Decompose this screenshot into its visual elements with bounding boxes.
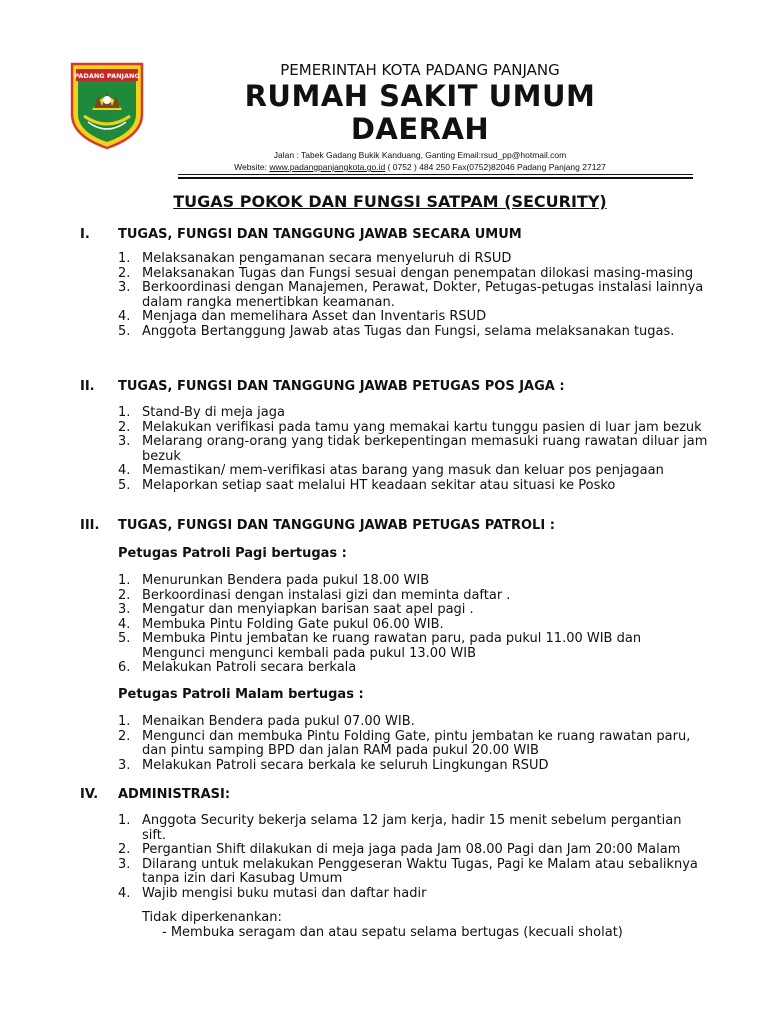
list-item bbox=[118, 574, 708, 589]
section-2-list bbox=[118, 406, 708, 493]
item-text: Melaporkan setiap saat melalui HT keadaan sekitar atau situasi ke Posko bbox=[142, 477, 616, 493]
list-item bbox=[118, 843, 708, 858]
list-item bbox=[118, 464, 708, 479]
list-item bbox=[118, 715, 708, 730]
list-item bbox=[118, 618, 708, 633]
night-patrol-list bbox=[118, 715, 708, 773]
item-number: 3. bbox=[118, 280, 131, 295]
hospital-name-line1: RUMAH SAKIT UMUM bbox=[244, 79, 596, 113]
government-name: PEMERINTAH KOTA PADANG PANJANG bbox=[280, 61, 560, 79]
list-item bbox=[118, 632, 708, 661]
item-text: Membuka Pintu Folding Gate pukul 06.00 WIB. bbox=[142, 616, 444, 632]
item-number: 3. bbox=[118, 856, 131, 872]
list-item bbox=[118, 814, 708, 843]
list-item bbox=[118, 435, 708, 464]
item-number: 3. bbox=[118, 602, 131, 617]
item-number: 1. bbox=[118, 573, 131, 588]
item-number: 4. bbox=[118, 309, 131, 324]
section-number: II. bbox=[80, 379, 95, 394]
item-text: Membuka Pintu jembatan ke ruang rawatan paru, pada pukul 11.00 WIB dan Mengunci mengunci kembali pada pukul 13.00 WIB bbox=[142, 631, 642, 661]
item-number: 3. bbox=[118, 757, 131, 773]
item-number: 1. bbox=[118, 251, 131, 266]
list-item bbox=[118, 858, 708, 887]
section-4-list bbox=[118, 814, 708, 901]
list-item bbox=[118, 887, 708, 902]
item-number: 2. bbox=[118, 419, 131, 435]
hospital-name bbox=[180, 80, 660, 146]
item-text: Anggota Bertanggung Jawab atas Tugas dan Fungsi, selama melaksanakan tugas. bbox=[142, 323, 675, 339]
item-number: 4. bbox=[118, 463, 131, 478]
section-title: ADMINISTRASI: bbox=[118, 787, 231, 802]
night-patrol-heading: Petugas Patroli Malam bertugas : bbox=[118, 687, 364, 702]
item-text: Dilarang untuk melakukan Penggeseran Waktu Tugas, Pagi ke Malam atau sebaliknya tanpa izin dari Kasubag Umum bbox=[142, 856, 698, 886]
item-text: Anggota Security bekerja selama 12 jam kerja, hadir 15 menit sebelum pergantian sift. bbox=[142, 813, 682, 843]
list-item bbox=[118, 325, 708, 340]
section-number: III. bbox=[80, 518, 100, 533]
section-title: TUGAS, FUNGSI DAN TANGGUNG JAWAB SECARA UMUM bbox=[118, 227, 522, 242]
item-text: Mengatur dan menyiapkan barisan saat apel pagi . bbox=[142, 602, 474, 617]
item-number: 1. bbox=[118, 714, 131, 729]
header-divider-thin bbox=[178, 174, 693, 175]
header-divider-thick bbox=[178, 177, 693, 179]
item-number: 5. bbox=[118, 477, 131, 493]
list-item bbox=[118, 589, 708, 604]
list-item bbox=[118, 759, 708, 774]
list-item bbox=[118, 479, 708, 494]
list-item bbox=[118, 252, 708, 267]
item-text: Stand-By di meja jaga bbox=[142, 405, 285, 420]
logo-banner-text: PADANG PANJANG bbox=[74, 72, 140, 80]
item-text: Mengunci dan membuka Pintu Folding Gate, pintu jembatan ke ruang rawatan paru, dan pintu samping BPD dan jalan RAM pada pukul 20.00 WIB bbox=[142, 728, 691, 758]
section-number: I. bbox=[80, 227, 90, 242]
item-text: Menaikan Bendera pada pukul 07.00 WIB. bbox=[142, 714, 415, 729]
item-text: Melakukan verifikasi pada tamu yang memakai kartu tunggu pasien di luar jam bezuk bbox=[142, 419, 702, 435]
hospital-address: Jalan : Tabek Gadang Bukik Kanduang, Ganting Email:rsud_pp@hotmail.com bbox=[273, 150, 567, 160]
document-title: TUGAS POKOK DAN FUNGSI SATPAM (SECURITY) bbox=[173, 192, 607, 211]
list-item bbox=[118, 310, 708, 325]
item-text: Berkoordinasi dengan instalasi gizi dan meminta daftar . bbox=[142, 587, 511, 603]
item-text: Melaksanakan pengamanan secara menyeluruh di RSUD bbox=[142, 251, 512, 266]
item-text: Berkoordinasi dengan Manajemen, Perawat, Dokter, Petugas-petugas instalasi lainnya dalam rangka menertibkan keamanan. bbox=[142, 280, 704, 310]
item-number: 5. bbox=[118, 323, 131, 339]
list-item bbox=[118, 281, 708, 310]
list-item bbox=[118, 406, 708, 421]
list-item bbox=[118, 603, 708, 618]
section-1-list bbox=[118, 252, 708, 339]
item-number: 1. bbox=[118, 813, 131, 828]
prohibited-heading: Tidak diperkenankan: bbox=[142, 910, 282, 925]
padang-panjang-coat-of-arms-logo bbox=[70, 62, 144, 150]
list-item bbox=[118, 267, 708, 282]
item-number: 4. bbox=[118, 616, 131, 632]
item-text: Melarang orang-orang yang tidak berkepentingan memasuki ruang rawatan diluar jam bezuk bbox=[142, 434, 708, 464]
item-text: Pergantian Shift dilakukan di meja jaga pada Jam 08.00 Pagi dan Jam 20:00 Malam bbox=[142, 842, 681, 857]
hospital-name-line2: DAERAH bbox=[350, 112, 490, 146]
morning-patrol-list bbox=[118, 574, 708, 676]
item-text: Wajib mengisi buku mutasi dan daftar hadir bbox=[142, 885, 427, 901]
section-number: IV. bbox=[80, 787, 99, 802]
item-number: 5. bbox=[118, 631, 131, 646]
item-text: Melakukan Patroli secara berkala bbox=[142, 660, 357, 675]
list-item bbox=[118, 661, 708, 676]
prohibited-item: - Membuka seragam dan atau sepatu selama bertugas (kecuali sholat) bbox=[162, 925, 623, 940]
list-item bbox=[118, 730, 708, 759]
section-title: TUGAS, FUNGSI DAN TANGGUNG JAWAB PETUGAS PATROLI : bbox=[118, 518, 555, 533]
item-number: 2. bbox=[118, 265, 131, 281]
website-link[interactable]: www.padangpanjangkota.go.id bbox=[269, 162, 386, 172]
item-number: 1. bbox=[118, 405, 131, 420]
item-number: 2. bbox=[118, 728, 131, 744]
website-label: Website: bbox=[234, 162, 270, 172]
item-number: 6. bbox=[118, 660, 131, 675]
item-number: 2. bbox=[118, 842, 131, 857]
section-title: TUGAS, FUNGSI DAN TANGGUNG JAWAB PETUGAS POS JAGA : bbox=[118, 379, 565, 394]
phone-fax: ( 0752 ) 484 250 Fax(0752)82046 Padang Panjang 27127 bbox=[385, 162, 606, 172]
list-item bbox=[118, 421, 708, 436]
item-number: 2. bbox=[118, 587, 131, 603]
item-text: Melakukan Patroli secara berkala ke seluruh Lingkungan RSUD bbox=[142, 757, 549, 773]
hospital-contact-line bbox=[180, 161, 660, 173]
item-number: 4. bbox=[118, 885, 131, 901]
item-text: Memastikan/ mem-verifikasi atas barang yang masuk dan keluar pos penjagaan bbox=[142, 463, 664, 478]
item-text: Menjaga dan memelihara Asset dan Inventaris RSUD bbox=[142, 309, 487, 324]
item-text: Menurunkan Bendera pada pukul 18.00 WIB bbox=[142, 573, 430, 588]
item-text: Melaksanakan Tugas dan Fungsi sesuai dengan penempatan dilokasi masing-masing bbox=[142, 265, 694, 281]
morning-patrol-heading: Petugas Patroli Pagi bertugas : bbox=[118, 546, 347, 561]
item-number: 3. bbox=[118, 434, 131, 449]
